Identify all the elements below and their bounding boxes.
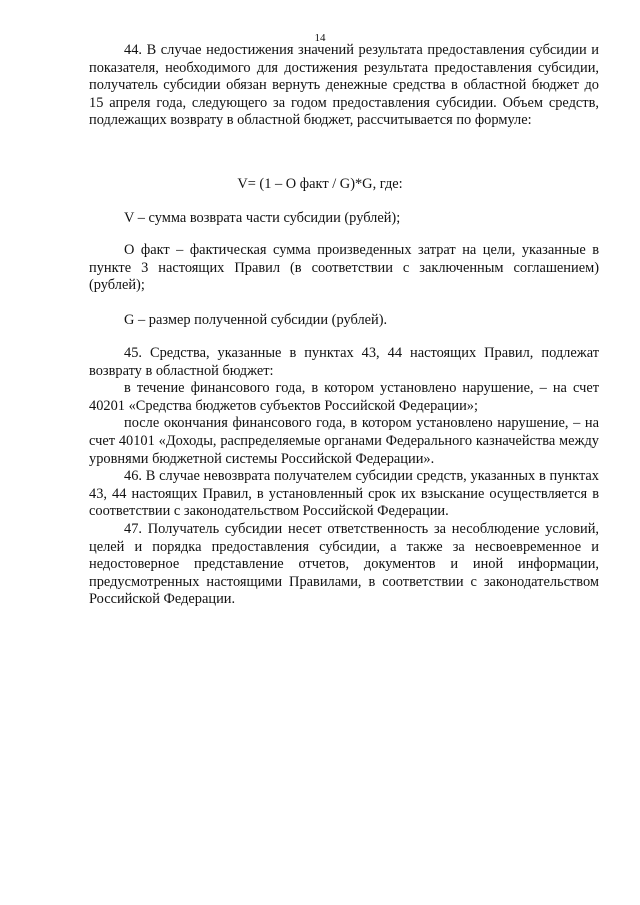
definition-g: G – размер полученной субсидии (рублей). (124, 312, 388, 328)
paragraph-44: 44. В случае недостижения значений результата предоставления субсидии и показателя, необходимого для достижения результата предоставления субсидии, получатель субсидии обязан вернуть денежные средства в областной бюджет до 15 апреля года, следующего за годом предоставления субсидии. Объем средств, подлежащих возврату в областной бюджет, рассчитывается по формуле: (89, 42, 599, 129)
definition-v-block (89, 210, 599, 228)
formula: V= (1 – О факт / G)*G, где: (237, 176, 403, 192)
paragraphs-45-47-block (89, 345, 599, 609)
definition-ofakt: О факт – фактическая сумма произведенных затрат на цели, указанные в пункте 3 настоящих Правил (в соответствии с заключенным соглашением) (рублей); (89, 242, 599, 294)
paragraph-45: 45. Средства, указанные в пунктах 43, 44 настоящих Правил, подлежат возврату в областной бюджет: (89, 345, 599, 379)
paragraph-46: 46. В случае невозврата получателем субсидии средств, указанных в пунктах 43, 44 настоящих Правил, в установленный срок их взыскание осуществляется в соответствии с законодательством Российской Федерации. (89, 468, 599, 520)
definition-g-block (89, 312, 599, 330)
definition-v: V – сумма возврата части субсидии (рублей); (124, 210, 401, 226)
page-number: 14 (314, 32, 326, 44)
paragraph-45-item-a: в течение финансового года, в котором установлено нарушение, – на счет 40201 «Средства бюджетов субъектов Российской Федерации»; (89, 380, 599, 414)
paragraph-45-item-b: после окончания финансового года, в котором установлено нарушение, – на счет 40101 «Доходы, распределяемые органами Федерального казначейства между уровнями бюджетной системы Российской Федерации». (89, 415, 599, 467)
paragraph-47: 47. Получатель субсидии несет ответственность за несоблюдение условий, целей и порядка предоставления субсидии, а также за несвоевременное и недостоверное представление отчетов, документов и иной информации, предусмотренных настоящими Правилами, в соответствии с законодательством Российской Федерации. (89, 520, 599, 608)
definition-ofakt-block (89, 242, 599, 295)
paragraph-44-block (89, 42, 599, 130)
